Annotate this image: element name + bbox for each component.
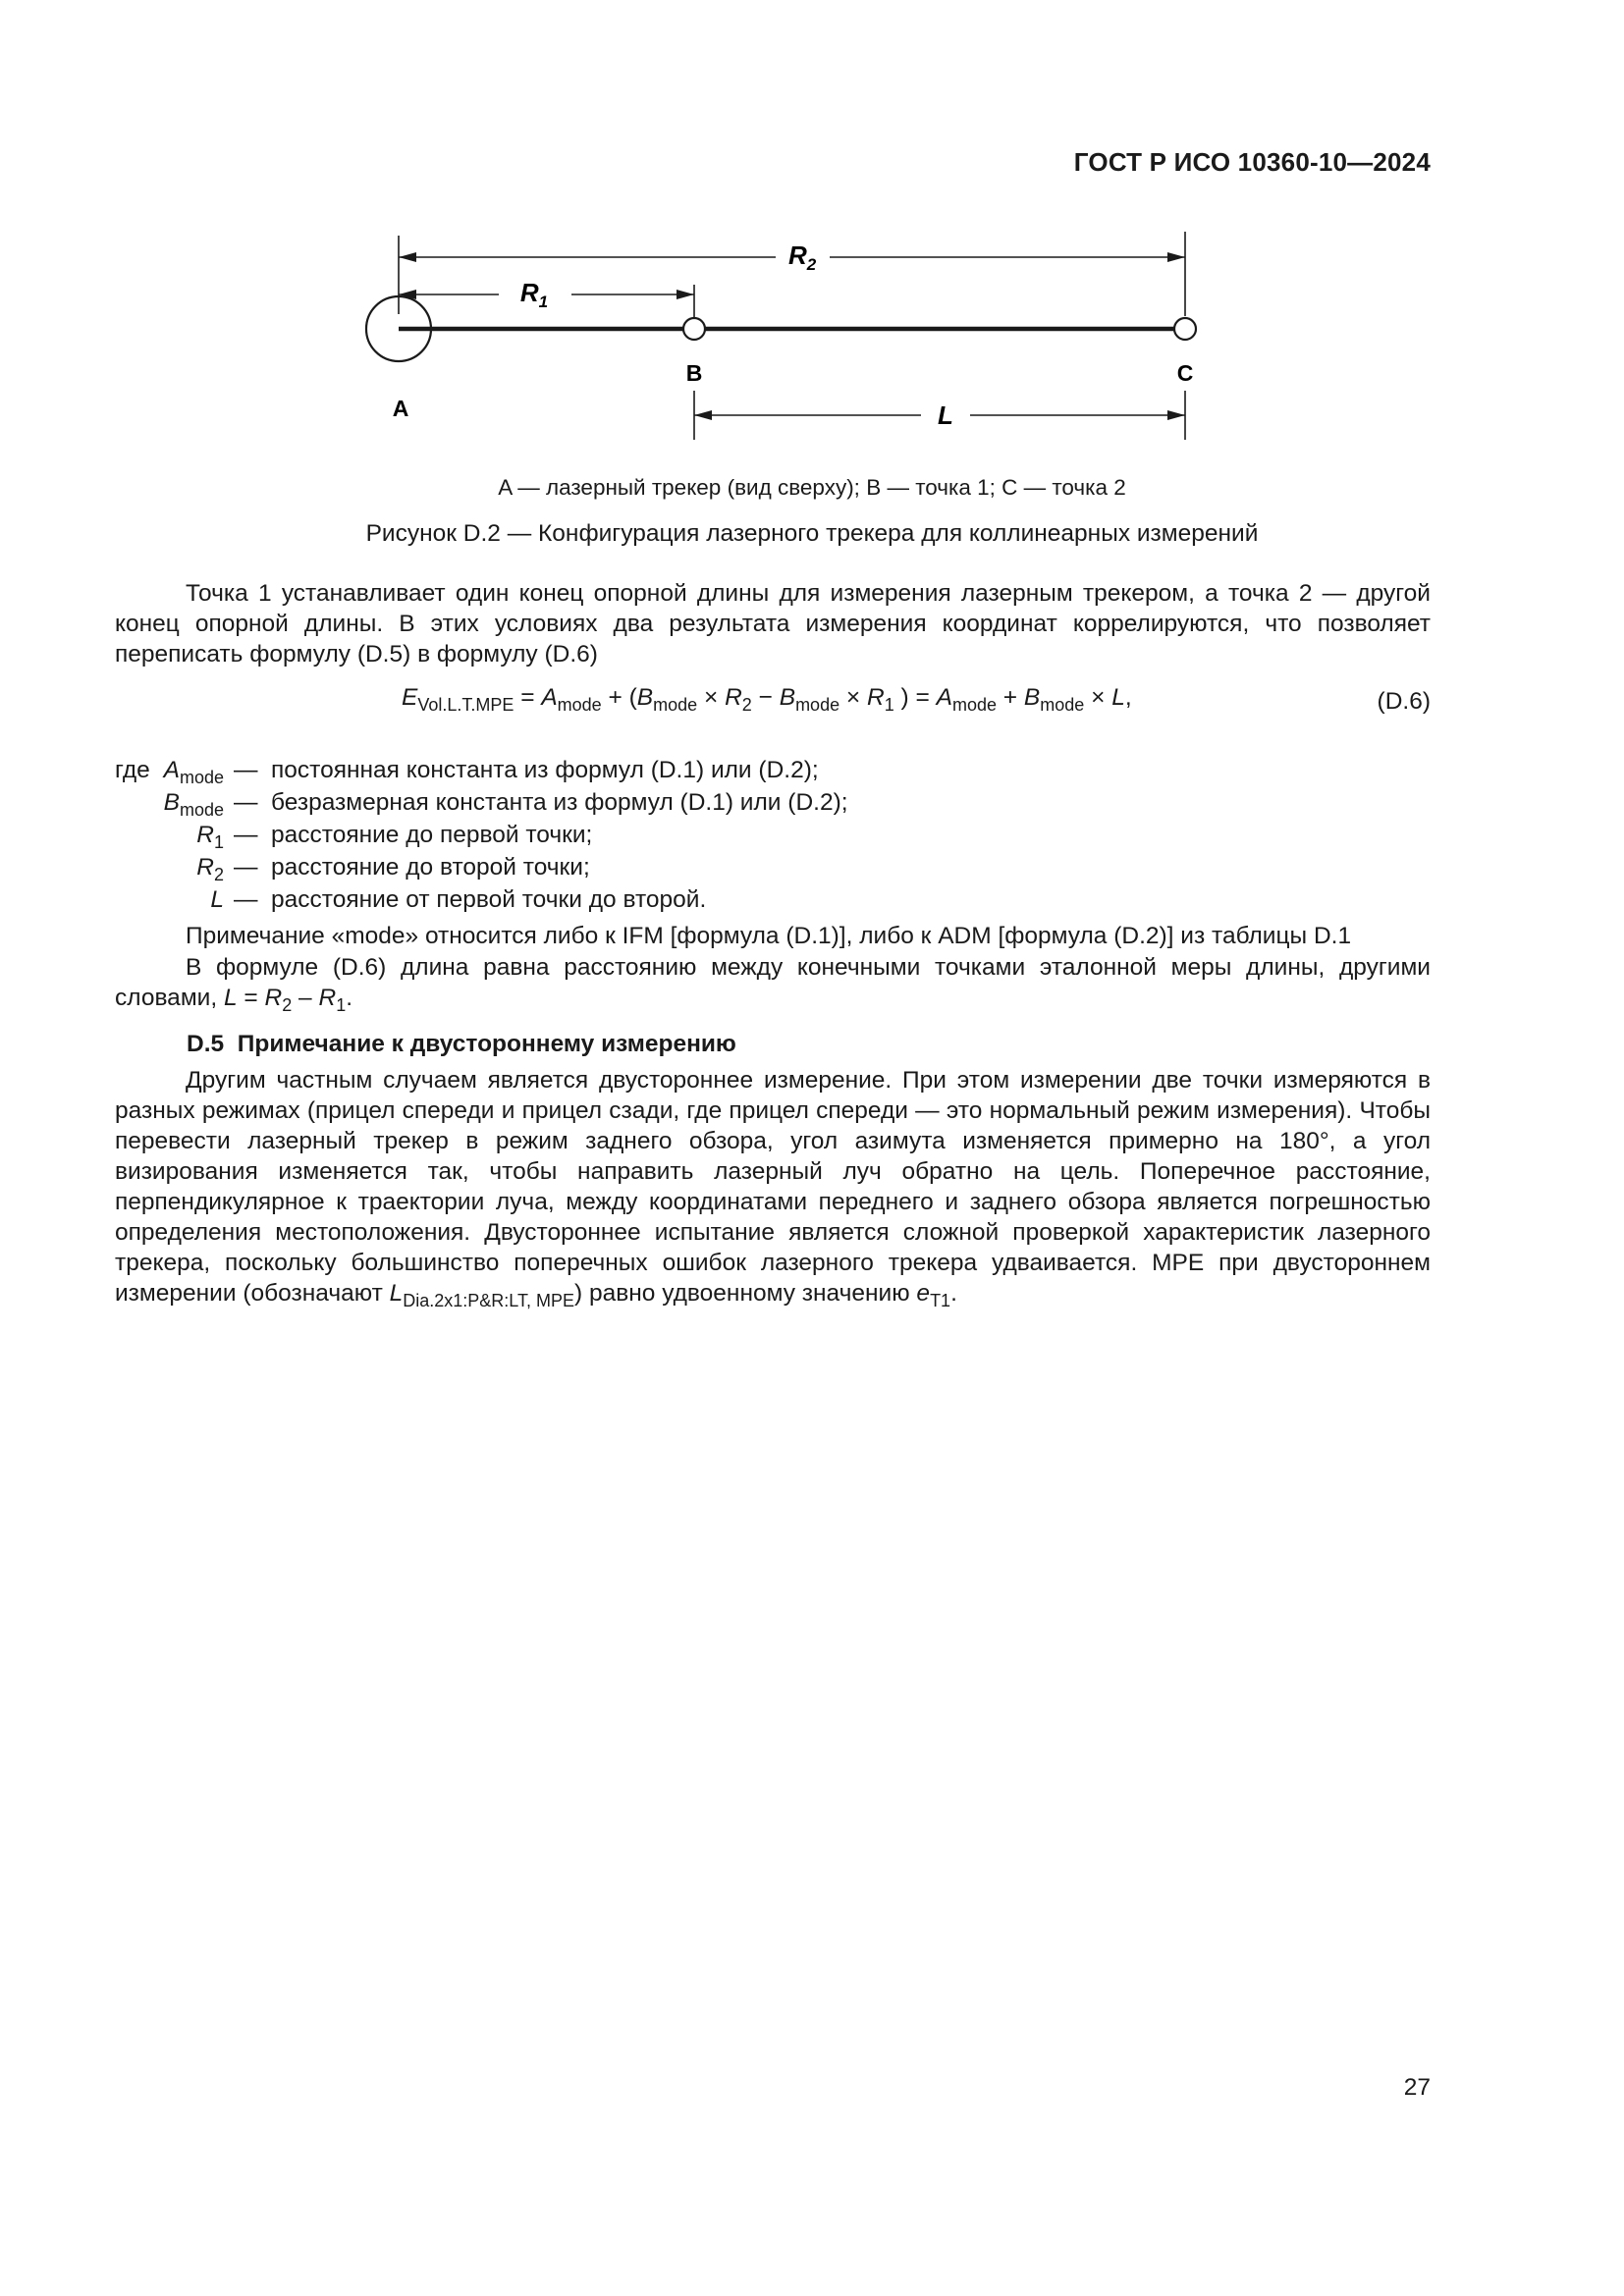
label-r1: $R_1$	[519, 278, 549, 311]
label-c: C	[1176, 360, 1194, 386]
point-b-circle	[683, 318, 705, 340]
where-text: расстояние до первой точки;	[271, 822, 593, 848]
where-dash: —	[234, 822, 258, 848]
l-arrow-right	[1167, 410, 1185, 420]
page-number: 27	[1403, 2074, 1431, 2101]
formula-d6: $E_{Vol.L.T.MPE} = A_{mode} + (B_{mode} \times R_2 - B_{mode} \times R_1$ ) = $A_{mode} + B_{mode} \times L$,	[402, 684, 1132, 715]
r2-arrow-right	[1167, 252, 1185, 262]
where-symbol: B	[163, 789, 180, 816]
label-l: L	[938, 400, 953, 430]
where-text: безразмерная константа из формул (D.1) или (D.2);	[271, 789, 848, 816]
paragraph-1: Точка 1 устанавливает один конец опорной длины для измерения лазерным трекером, а точка 2 — другой конец опорной длины. В этих условиях два результата измерения координат коррелируются, что позволяет переписать формулу (D.5) в формулу (D.6)	[115, 580, 1431, 667]
section-title: Примечание к двустороннему измерению	[237, 1031, 736, 1057]
r1-arrow-right	[677, 290, 694, 299]
where-symbol: R	[196, 854, 214, 881]
paragraph-2: В формуле (D.6) длина равна расстоянию между конечными точками эталонной меры длины, другими словами, $L = R_2 - R_1$.	[115, 954, 1431, 1015]
figure-caption: Рисунок D.2 — Конфигурация лазерного трекера для коллинеарных измерений	[365, 520, 1259, 547]
formula-number: (D.6)	[1377, 688, 1431, 715]
note-mode: Примечание «mode» относится либо к IFM [формула (D.1)], либо к ADM [формула (D.2)] из таблицы D.1	[186, 923, 1352, 949]
section-number: D.5	[187, 1031, 225, 1057]
where-symbol: L	[210, 886, 224, 913]
where-text: расстояние от первой точки до второй.	[271, 886, 707, 913]
l-arrow-left	[694, 410, 712, 420]
document-standard-id: ГОСТ Р ИСО 10360-10—2024	[1073, 147, 1431, 177]
where-list: где $A_{mode}$ — постоянная константа из формул (D.1) или (D.2); $B_{mode}$ — безразмерная константа из формул (D.1) или (D.2); $R_1$ — расстояние до первой точки; $R_2$ — расстояние до второй точки; L — расстояние от первой точки до второй.	[0, 754, 1624, 921]
where-dash: —	[234, 757, 258, 783]
where-symbol: A	[163, 757, 180, 783]
label-a: A	[392, 396, 409, 421]
where-intro: где	[115, 757, 150, 783]
r2-arrow-left	[399, 252, 416, 262]
where-dash: —	[234, 886, 258, 913]
where-dash: —	[234, 854, 258, 881]
point-c-circle	[1174, 318, 1196, 340]
section-heading-d5	[187, 1031, 736, 1058]
figure-legend: A — лазерный трекер (вид сверху); B — точка 1; C — точка 2	[498, 475, 1126, 500]
paragraph-3: Другим частным случаем является двустороннее измерение. При этом измерении две точки измеряются в разных режимах (прицел спереди и прицел сзади, где прицел спереди — это нормальный режим измерения). Чтобы перевести лазерный трекер в режим заднего обзора, угол азимута изменяется примерно на 180°, а угол визирования изменяется так, чтобы направить лазерный луч обратно на цель. Поперечное расстояние, перпендикулярное к траектории луча, между координатами переднего и заднего обзора является погрешностью определения местоположения. Двустороннее испытание является сложной проверкой характеристик лазерного трекера, поскольку большинство поперечных ошибок лазерного трекера удваивается. MPE при двустороннем измерении (обозначают $L_{Dia.2x1:P\&R:LT, MPE}$) равно удвоенному значению $e_{T1}$.	[115, 1067, 1431, 1310]
label-r2: $R_2$	[788, 240, 817, 274]
where-text: расстояние до второй точки;	[271, 854, 590, 881]
where-dash: —	[234, 789, 258, 816]
where-text: постоянная константа из формул (D.1) или (D.2);	[271, 757, 819, 783]
where-symbol: R	[196, 822, 214, 848]
label-b: B	[685, 360, 703, 386]
figure-d2-diagram	[334, 226, 1218, 452]
